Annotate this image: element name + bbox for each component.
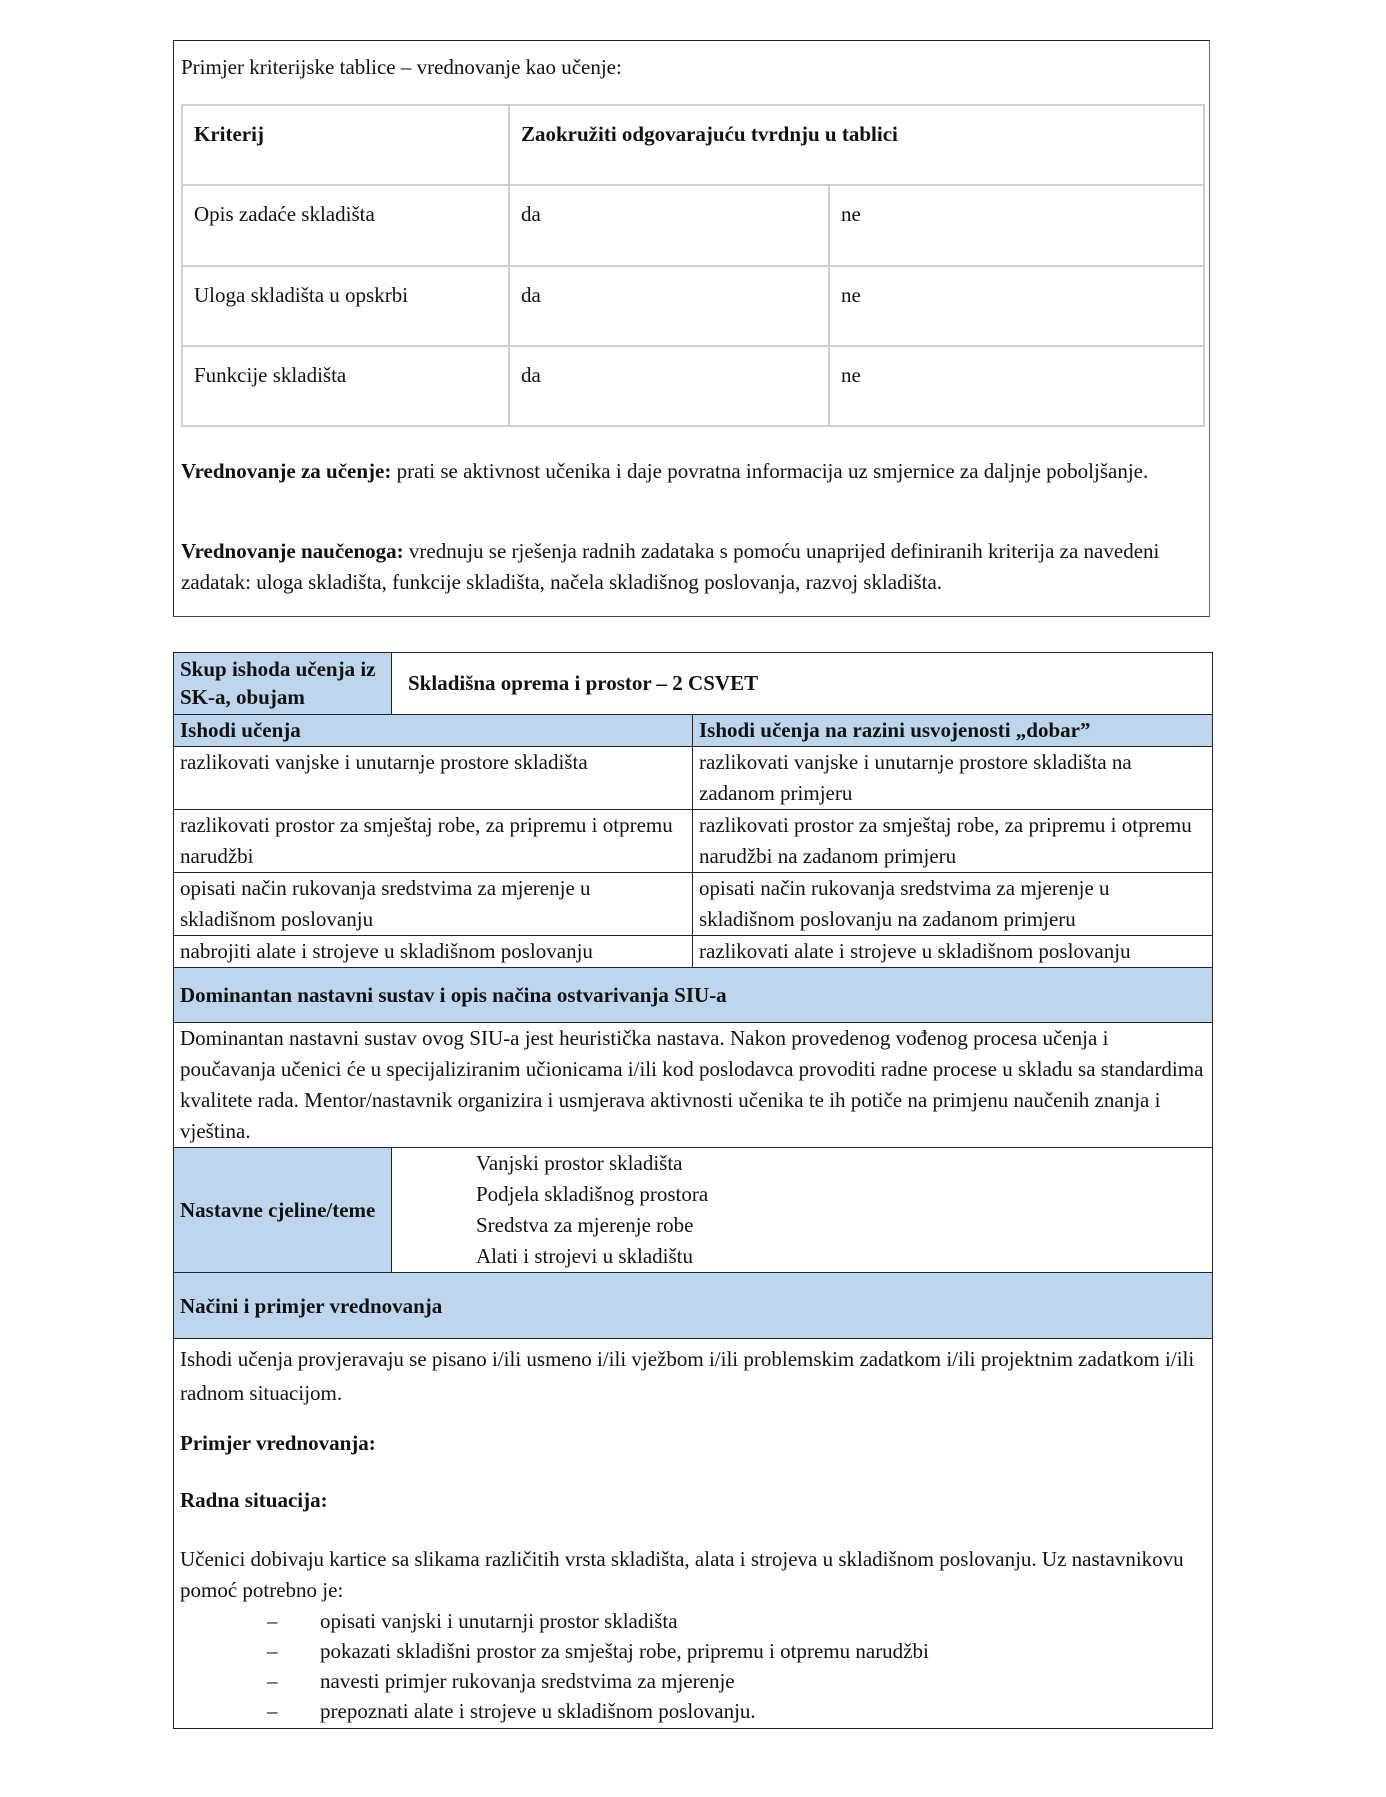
criteria-header-instruction: Zaokružiti odgovarajuću tvrdnju u tablici — [509, 105, 1204, 185]
outcome-cell: opisati način rukovanja sredstvima za mjerenje u skladišnom poslovanju — [174, 873, 693, 936]
assessment-of-learning-paragraph — [181, 536, 1201, 598]
siu-set-row — [174, 653, 1213, 715]
task-item — [180, 1636, 1206, 1666]
criteria-cell-yes[interactable]: da — [509, 185, 829, 265]
evaluation-text: Ishodi učenja provjeravaju se pisano i/ili usmeno i/ili vježbom i/ili problemskim zadatkom i/ili projektnim zadatkom i/ili radnom situacijom. — [180, 1347, 1195, 1405]
criteria-header-criterion: Kriterij — [182, 105, 509, 185]
siu-set-value: Skladišna oprema i prostor – 2 CSVET — [392, 653, 1213, 715]
task-text: navesti primjer rukovanja sredstvima za mjerenje — [320, 1669, 735, 1693]
work-situation-label: Radna situacija: — [180, 1488, 328, 1512]
topic-item: Vanjski prostor skladišta — [476, 1151, 683, 1175]
evaluation-header: Načini i primjer vrednovanja — [174, 1273, 1213, 1339]
criteria-title: Primjer kriterijske tablice – vrednovanje kao učenje: — [181, 55, 622, 79]
outcome-row — [174, 810, 1213, 873]
outcome-good-cell: opisati način rukovanja sredstvima za mjerenje u skladišnom poslovanju na zadanom primjeru — [693, 873, 1213, 936]
assessment-for-learning-paragraph — [181, 456, 1201, 487]
outcome-row — [174, 747, 1213, 810]
criteria-cell-no[interactable]: ne — [829, 266, 1204, 346]
topic-item: Podjela skladišnog prostora — [476, 1182, 709, 1206]
outcome-row — [174, 873, 1213, 936]
outcome-good-cell: razlikovati prostor za smještaj robe, za pripremu i otpremu narudžbi na zadanom primjeru — [693, 810, 1213, 873]
task-item — [180, 1666, 1206, 1696]
criteria-table — [181, 104, 1205, 427]
criteria-row — [182, 266, 1204, 346]
topics-row — [174, 1148, 1213, 1273]
topics-label: Nastavne cjeline/teme — [174, 1148, 392, 1273]
assessment-for-learning-label: Vrednovanje za učenje: — [181, 459, 392, 483]
outcome-cell: nabrojiti alate i strojeve u skladišnom poslovanju — [174, 936, 693, 968]
dash-bullet-icon: – — [267, 1699, 278, 1723]
teaching-system-header: Dominantan nastavni sustav i opis načina ostvarivanja SIU-a — [174, 968, 1213, 1023]
dash-bullet-icon: – — [267, 1609, 278, 1633]
outcome-cell: razlikovati prostor za smještaj robe, za pripremu i otpremu narudžbi — [174, 810, 693, 873]
topics-list — [392, 1148, 1213, 1273]
criteria-cell-no[interactable]: ne — [829, 346, 1204, 426]
assessment-of-learning-label: Vrednovanje naučenoga: — [181, 539, 404, 563]
teaching-system-text: Dominantan nastavni sustav ovog SIU-a jest heuristička nastava. Nakon provedenog vođenog procesa učenja i poučavanja učenici će u specijaliziranim učionicama i/ili kod poslodavca provoditi radne procese u skladu sa standardima kvalitete rada. Mentor/nastavnik organizira i usmjerava aktivnosti učenika te ih potiče na primjenu naučenih znanja i vještina. — [174, 1023, 1213, 1148]
task-text: pokazati skladišni prostor za smještaj robe, pripremu i otpremu narudžbi — [320, 1639, 929, 1663]
dash-bullet-icon: – — [267, 1669, 278, 1693]
evaluation-header-row — [174, 1273, 1213, 1339]
outcome-row — [174, 936, 1213, 968]
criteria-row — [182, 346, 1204, 426]
criteria-cell-no[interactable]: ne — [829, 185, 1204, 265]
criteria-cell-criterion: Uloga skladišta u opskrbi — [182, 266, 509, 346]
example-label: Primjer vrednovanja: — [180, 1431, 376, 1455]
criteria-header-row — [182, 105, 1204, 185]
outcome-cell: razlikovati vanjske i unutarnje prostore skladišta — [174, 747, 693, 810]
dash-bullet-icon: – — [267, 1639, 278, 1663]
evaluation-row — [174, 1339, 1213, 1729]
outcomes-header-row — [174, 715, 1213, 747]
topic-item: Sredstva za mjerenje robe — [476, 1213, 694, 1237]
criteria-row — [182, 185, 1204, 265]
evaluation-content — [174, 1339, 1213, 1729]
task-item — [180, 1696, 1206, 1726]
assessment-of-learning-text: vrednuju se rješenja radnih zadataka s pomoću unaprijed definiranih kriterija za navedeni zadatak: uloga skladišta, funkcije skladišta, načela skladišnog poslovanja, razvoj skladišta. — [181, 539, 1160, 594]
work-situation-text: Učenici dobivaju kartice sa slikama različitih vrsta skladišta, alata i strojeva u skladišnom poslovanju. Uz nastavnikovu pomoć potrebno je: — [180, 1547, 1184, 1602]
criteria-cell-criterion: Funkcije skladišta — [182, 346, 509, 426]
outcome-good-cell: razlikovati vanjske i unutarnje prostore skladišta na zadanom primjeru — [693, 747, 1213, 810]
outcomes-header: Ishodi učenja — [174, 715, 693, 747]
teaching-system-row — [174, 1023, 1213, 1148]
outcomes-good-header: Ishodi učenja na razini usvojenosti „dobar” — [693, 715, 1213, 747]
criteria-cell-yes[interactable]: da — [509, 346, 829, 426]
task-text: prepoznati alate i strojeve u skladišnom poslovanju. — [320, 1699, 756, 1723]
criteria-cell-criterion: Opis zadaće skladišta — [182, 185, 509, 265]
topic-item: Alati i strojevi u skladištu — [476, 1244, 693, 1268]
task-item — [180, 1606, 1206, 1636]
criteria-cell-yes[interactable]: da — [509, 266, 829, 346]
outcome-good-cell: razlikovati alate i strojeve u skladišnom poslovanju — [693, 936, 1213, 968]
task-text: opisati vanjski i unutarnji prostor skladišta — [320, 1609, 678, 1633]
criteria-box — [173, 40, 1210, 617]
siu-table — [173, 652, 1213, 1729]
assessment-for-learning-text: prati se aktivnost učenika i daje povratna informacija uz smjernice za daljnje poboljšanje. — [391, 459, 1149, 483]
siu-set-label: Skup ishoda učenja iz SK-a, obujam — [174, 653, 392, 715]
teaching-system-header-row — [174, 968, 1213, 1023]
